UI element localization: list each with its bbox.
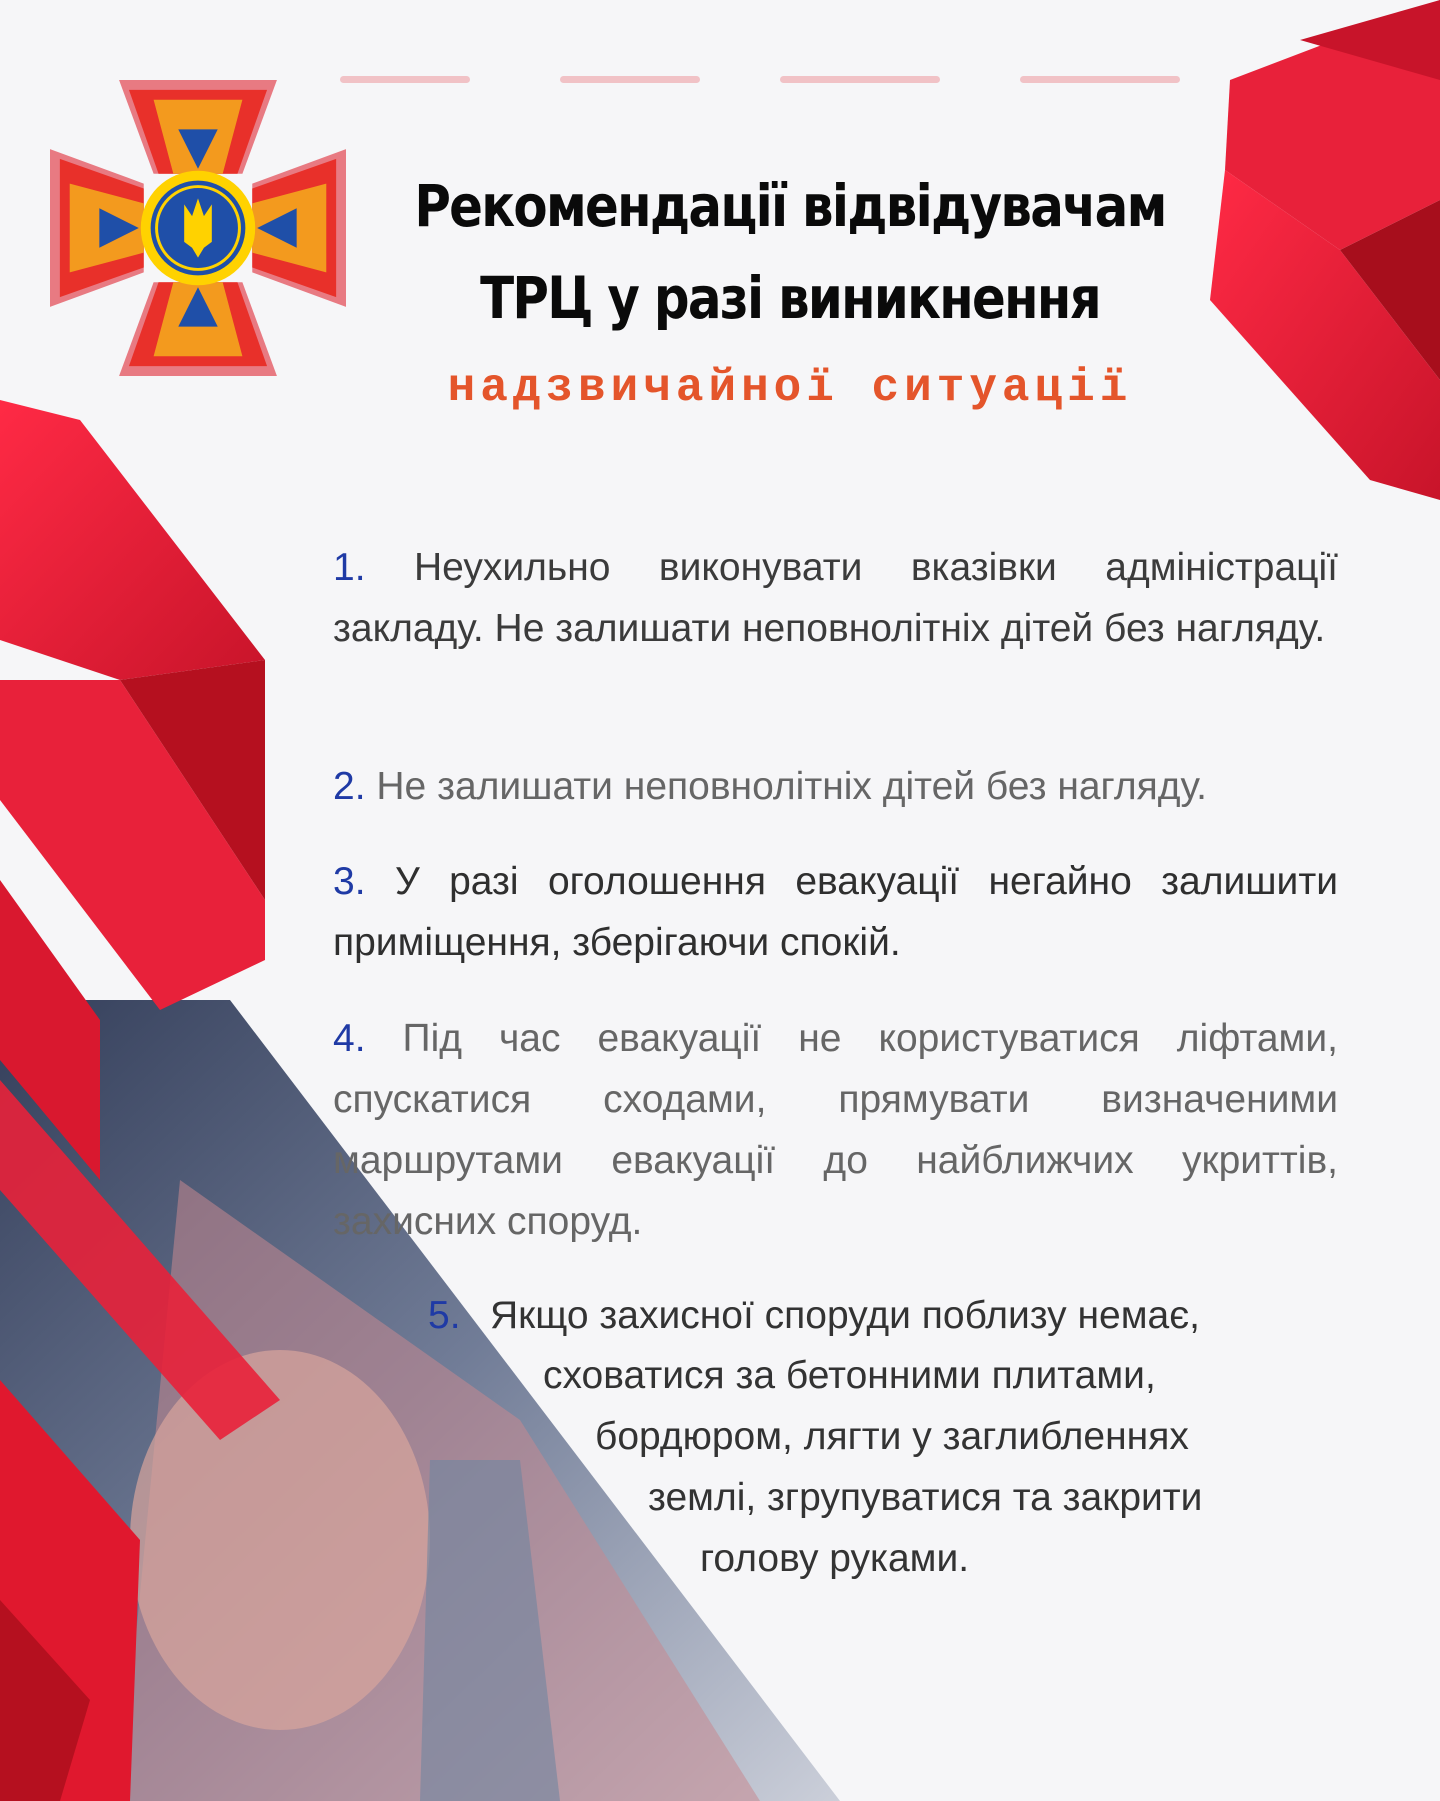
- top-dash-3: [780, 76, 940, 83]
- page-title: [369, 160, 1212, 344]
- recommendation-item-3: [333, 851, 1338, 973]
- page-subtitle: надзвичайної ситуації: [447, 362, 1133, 414]
- item-text-line-4: землі, згрупуватися та закрити: [648, 1476, 1203, 1519]
- recommendation-item-2: [333, 756, 1338, 817]
- title-line-2: ТРЦ у разі виникнення: [480, 264, 1100, 332]
- item-number: 3.: [333, 860, 366, 903]
- item-text: Неухильно виконувати вказівки адміністрації закладу. Не залишати неповнолітніх дітей без нагляду.: [333, 546, 1338, 650]
- item-text-line-1: Якщо захисної споруди поблизу немає,: [490, 1294, 1200, 1337]
- item-number: 1.: [333, 546, 366, 589]
- title-line-1: Рекомендації відвідувачам: [414, 172, 1166, 240]
- top-dash-4: [1020, 76, 1180, 83]
- item-text-line-2: сховатися за бетонними плитами,: [543, 1354, 1156, 1397]
- item-text-line-5: голову руками.: [700, 1537, 970, 1580]
- item-text-line-3: бордюром, лягти у заглибленнях: [595, 1415, 1189, 1458]
- item-text: Не залишати неповнолітніх дітей без нагляду.: [376, 765, 1207, 808]
- top-dash-1: [340, 76, 470, 83]
- recommendation-item-1: [333, 537, 1338, 659]
- emergency-service-emblem: [50, 78, 346, 378]
- top-dash-2: [560, 76, 700, 83]
- recommendation-item-4: [333, 1008, 1338, 1252]
- item-number: 4.: [333, 1017, 366, 1060]
- item-number: 2.: [333, 765, 366, 808]
- item-number: 5.: [428, 1294, 461, 1337]
- item-text: Під час евакуації не користуватися ліфтами, спускатися сходами, прямувати визначеними маршрутами евакуації до найближчих укриттів, захисних споруд.: [333, 1017, 1338, 1243]
- item-text: У разі оголошення евакуації негайно залишити приміщення, зберігаючи спокій.: [333, 860, 1338, 964]
